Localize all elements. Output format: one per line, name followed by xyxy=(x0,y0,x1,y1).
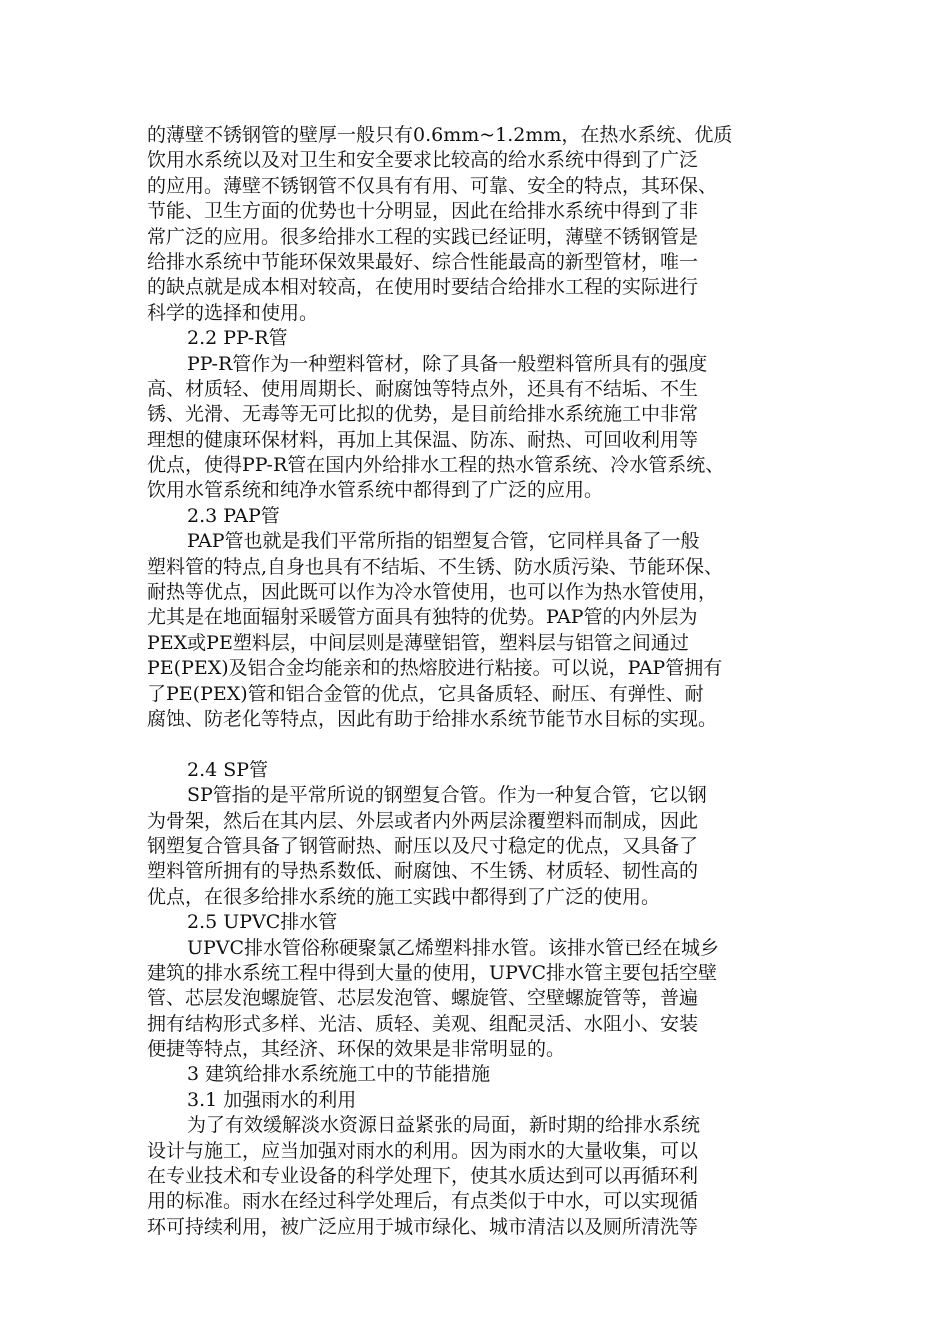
text-line: 为了有效缓解淡水资源日益紧张的局面，新时期的给排水系统 xyxy=(187,1114,701,1137)
text-line: 的缺点就是成本相对较高，在使用时要结合给排水工程的实际进行 xyxy=(147,276,699,299)
text-line: 耐热等优点，因此既可以作为冷水管使用，也可以作为热水管使用， xyxy=(147,581,718,604)
text-line: 常广泛的应用。很多给排水工程的实践已经证明，薄壁不锈钢管是 xyxy=(147,225,699,248)
text-line: 了PE(PEX)管和铝合金管的优点，它具备质轻、耐压、有弹性、耐 xyxy=(147,682,704,705)
section-heading: 3.1 加强雨水的利用 xyxy=(187,1088,357,1111)
text-line: 钢塑复合管具备了钢管耐热、耐压以及尺寸稳定的优点，又具备了 xyxy=(147,834,699,857)
text-line: 优点，在很多给排水系统的施工实践中都得到了广泛的使用。 xyxy=(147,885,661,908)
text-line: 的薄壁不锈钢管的壁厚一般只有0.6mm~1.2mm，在热水系统、优质 xyxy=(147,124,733,146)
text-line: PEX或PE塑料层，中间层则是薄壁铝管，塑料层与铝管之间通过 xyxy=(147,631,689,654)
section-heading: 2.4 SP管 xyxy=(187,758,269,781)
text-line: PP-R管作为一种塑料管材，除了具备一般塑料管所具有的强度 xyxy=(187,352,708,375)
text-line: 给排水系统中节能环保效果最好、综合性能最高的新型管材，唯一 xyxy=(147,250,699,273)
text-line: 锈、光滑、无毒等无可比拟的优势，是目前给排水系统施工中非常 xyxy=(147,403,699,426)
text-line: SP管指的是平常所说的钢塑复合管。作为一种复合管，它以钢 xyxy=(187,784,707,807)
text-line: 设计与施工，应当加强对雨水的利用。因为雨水的大量收集，可以 xyxy=(147,1139,699,1162)
text-line: PE(PEX)及铝合金均能亲和的热熔胶进行粘接。可以说，PAP管拥有 xyxy=(147,657,723,680)
text-line: 高、材质轻、使用周期长、耐腐蚀等特点外，还具有不结垢、不生 xyxy=(147,377,699,400)
text-line: 用的标准。雨水在经过科学处理后，有点类似于中水，可以实现循 xyxy=(147,1190,699,1213)
text-line: 塑料管的特点,自身也具有不结垢、不生锈、防水质污染、节能环保、 xyxy=(147,555,724,578)
text-line: 为骨架，然后在其内层、外层或者内外两层涂覆塑料而制成，因此 xyxy=(147,809,699,832)
text-line: PAP管也就是我们平常所指的铝塑复合管，它同样具备了一般 xyxy=(187,530,700,553)
document-page xyxy=(147,123,827,1240)
text-line: 便捷等特点，其经济、环保的效果是非常明显的。 xyxy=(147,1038,566,1061)
text-line: 的应用。薄壁不锈钢管不仅具有有用、可靠、安全的特点，其环保、 xyxy=(147,174,718,197)
text-line: 环可持续利用，被广泛应用于城市绿化、城市清洁以及厕所清洗等 xyxy=(147,1215,699,1238)
text-line: 节能、卫生方面的优势也十分明显，因此在给排水系统中得到了非 xyxy=(147,200,699,223)
section-heading: 2.3 PAP管 xyxy=(187,504,280,527)
text-line: 拥有结构形式多样、光洁、质轻、美观、组配灵活、水阻小、安装 xyxy=(147,1012,699,1035)
text-line: 尤其是在地面辐射采暖管方面具有独特的优势。PAP管的内外层为 xyxy=(147,606,698,629)
text-line: UPVC排水管俗称硬聚氯乙烯塑料排水管。该排水管已经在城乡 xyxy=(187,936,720,959)
text-line: 在专业技术和专业设备的科学处理下，使其水质达到可以再循环利 xyxy=(147,1165,699,1188)
chapter-heading: 3 建筑给排水系统施工中的节能措施 xyxy=(187,1063,491,1086)
section-heading: 2.2 PP-R管 xyxy=(187,327,288,350)
text-line: 理想的健康环保材料，再加上其保温、防冻、耐热、可回收利用等 xyxy=(147,428,699,451)
text-line: 腐蚀、防老化等特点，因此有助于给排水系统节能节水目标的实现。 xyxy=(147,707,718,730)
section-heading: 2.5 UPVC排水管 xyxy=(187,911,338,934)
text-line: 管、芯层发泡螺旋管、芯层发泡管、螺旋管、空壁螺旋管等，普遍 xyxy=(147,987,699,1010)
text-line: 优点，使得PP-R管在国内外给排水工程的热水管系统、冷水管系统、 xyxy=(147,454,725,477)
text-line: 饮用水管系统和纯净水管系统中都得到了广泛的应用。 xyxy=(147,479,604,502)
text-line: 建筑的排水系统工程中得到大量的使用，UPVC排水管主要包括空壁 xyxy=(147,961,718,984)
text-line: 饮用水系统以及对卫生和安全要求比较高的给水系统中得到了广泛 xyxy=(147,149,699,172)
paragraph-gap xyxy=(147,732,827,757)
text-line: 科学的选择和使用。 xyxy=(147,301,319,324)
text-line: 塑料管所拥有的导热系数低、耐腐蚀、不生锈、材质轻、韧性高的 xyxy=(147,860,699,883)
